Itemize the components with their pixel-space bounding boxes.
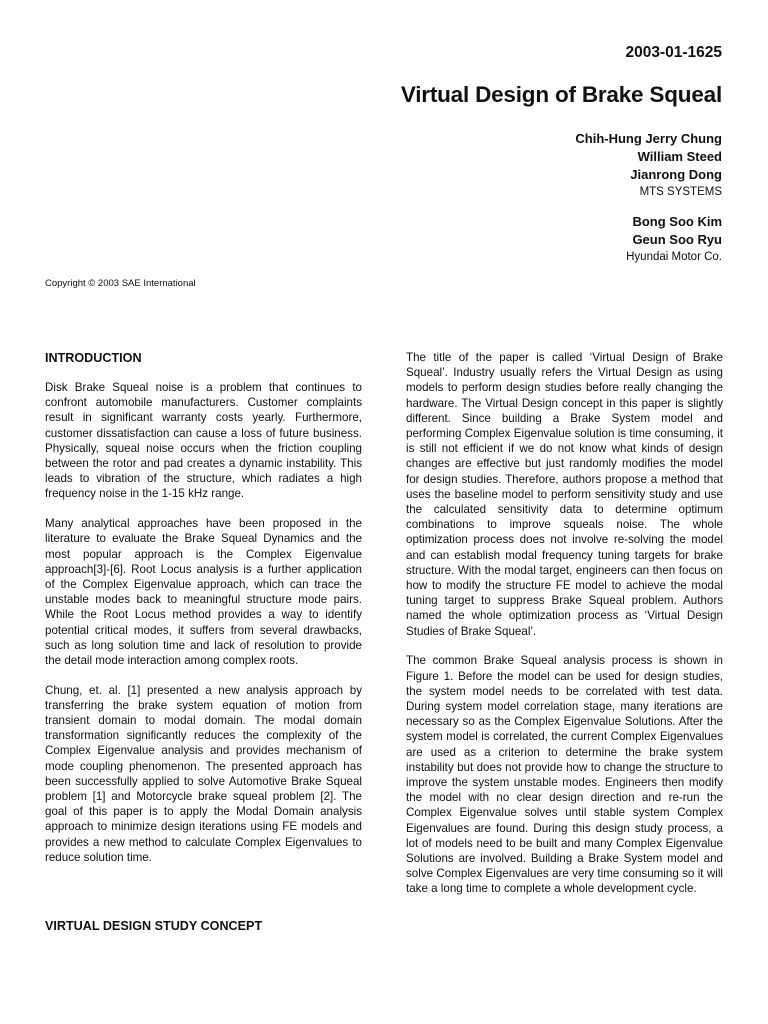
author-name: William Steed xyxy=(637,149,722,164)
copyright-notice: Copyright © 2003 SAE International xyxy=(45,278,196,289)
author-affiliation: Hyundai Motor Co. xyxy=(626,251,722,263)
author-name: Jianrong Dong xyxy=(630,167,722,182)
body-paragraph: Disk Brake Squeal noise is a problem that continues to confront automobile manufacturers. Customer complaints result in significant warranty costs yearly. Furthermore, customer dissatisfaction can cause a loss of future business. Physically, squeal noise occurs when the friction coupling between the rotor and pad creates a dynamic instability. This leads to vibration of the structure, which radiates a high frequency noise in the 1-15 kHz range. xyxy=(45,381,362,501)
body-paragraph: Chung, et. al. [1] presented a new analysis approach by transferring the brake system equation of motion from transient domain to modal domain. The modal domain transformation significantly reduces the complexity of the Complex Eigenvalue analysis and provides mechanism of mode coupling phenomenon. The presented approach has been successfully applied to solve Automotive Brake Squeal problem [1] and Motorcycle brake squeal problem [2]. The goal of this paper is to apply the Modal Domain analysis approach to minimize design iterations using FE models and provides a new method to calculate Complex Eigenvalues to reduce solution time. xyxy=(45,683,362,864)
author-name: Chih-Hung Jerry Chung xyxy=(575,131,722,146)
right-column xyxy=(406,350,723,911)
paper-number: 2003-01-1625 xyxy=(625,44,722,61)
body-paragraph: Many analytical approaches have been proposed in the literature to evaluate the Brake Squeal Dynamics and the most popular approach is the Complex Eigenvalue approach[3]-[6]. Root Locus analysis is a further application of the Complex Eigenvalue approach, which can trace the unstable modes back to meaningful structure mode pairs. While the Root Locus method provides a way to identify potential critical modes, it suffers from several drawbacks, such as long solution time and lack of resolution to provide the detail mode interaction among complex roots. xyxy=(45,517,362,667)
section-heading-introduction: INTRODUCTION xyxy=(45,351,142,365)
paper-title: Virtual Design of Brake Squeal xyxy=(400,82,722,107)
section-heading-virtual-design-study-concept: VIRTUAL DESIGN STUDY CONCEPT xyxy=(45,919,263,933)
author-name: Geun Soo Ryu xyxy=(632,232,722,247)
body-paragraph: The common Brake Squeal analysis process is shown in Figure 1. Before the model can be used for design studies, the system model needs to be correlated with test data. During system model correlation stage, many iterations are necessary so as the Complex Eigenvalue Solutions. After the system model is correlated, the current Complex Eigenvalues are used as a criterion to determine the brake system instability but does not provide how to change the structure to improve the system unstable modes. Engineers then modify the model with no clear design direction and re-run the Complex Eigenvalue solves until stable system Complex Eigenvalues are found. During this design study process, a lot of models need to be built and many Complex Eigenvalue Solutions are involved. Building a Brake System model and solve Complex Eigenvalues are very time consuming so it will take a long time to complete a whole development cycle. xyxy=(406,654,723,896)
author-name: Bong Soo Kim xyxy=(632,214,722,229)
body-paragraph: The title of the paper is called ‘Virtual Design of Brake Squeal’. Industry usually refers the Virtual Design as using models to perform design studies before really changing the hardware. The Virtual Design concept in this paper is slightly different. Since building a Brake System model and performing Complex Eigenvalue solution is time consuming, it is still not efficient if we do not know what kinds of design changes are effective but just randomly modifies the model for design studies. Therefore, authors propose a method that uses the baseline model to perform sensitivity study and use the calculated sensitivity data to determine optimum combinations to improve squeals noise. The whole optimization process does not involve re-solving the model and can establish modal frequency tuning targets for brake structure. With the modal target, engineers can then focus on how to modify the structure FE model to achieve the modal tuning target to suppress Brake Squeal problem. Authors named the whole optimization process as ‘Virtual Design Studies of Brake Squeal’. xyxy=(406,351,723,638)
author-group-hyundai xyxy=(626,213,722,265)
author-group-mts xyxy=(575,130,722,200)
left-column xyxy=(45,350,362,880)
author-affiliation: MTS SYSTEMS xyxy=(639,186,722,198)
